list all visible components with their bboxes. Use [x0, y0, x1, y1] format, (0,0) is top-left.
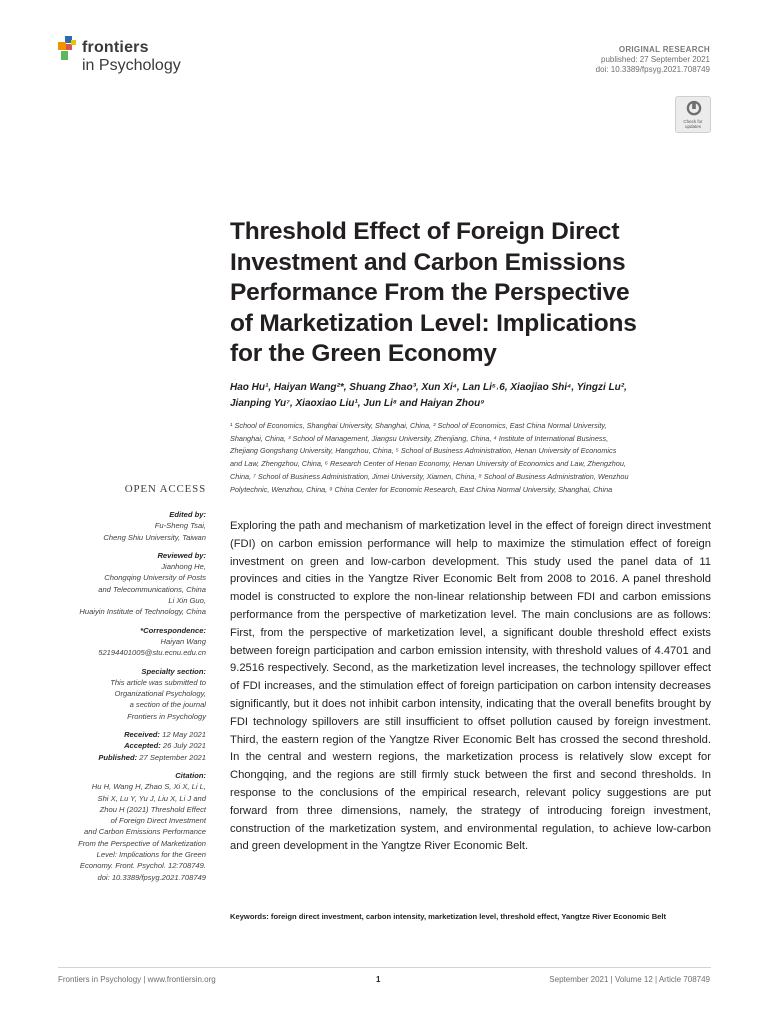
citation-line: Shi X, Lu Y, Yu J, Liu X, Li J and [97, 793, 206, 803]
author-line: Jianping Yu⁷, Xiaoxiao Liu¹, Jun Li⁸ and Haiyan Zhou⁹ [230, 398, 485, 409]
received-label: Received: [124, 730, 160, 740]
specialty-line: a section of the journal [129, 700, 206, 710]
affiliation-line: Shanghai, China, ³ School of Management, Jiangsu University, Zhenjiang, China, ⁴ Institute of International Business, [230, 433, 609, 443]
affiliation-line: and Law, Zhengzhou, China, ⁶ Research Center of Henan Economy, Henan University of Economics and Law, Zhengzhou, [230, 459, 626, 469]
editor-line: Fu-Sheng Tsai, [154, 521, 206, 531]
accepted-value: 26 July 2021 [162, 741, 206, 751]
citation-line: of Foreign Direct Investment [110, 816, 206, 826]
citation-line: From the Perspective of Marketization [78, 838, 206, 848]
citation-line: Economy. Front. Psychol. 12:708749. [79, 861, 206, 871]
keywords: Keywords: foreign direct investment, carbon intensity, marketization level, threshold effect, Yangtze River Economic Belt [230, 912, 667, 921]
reviewed-by-label: Reviewed by: [157, 550, 206, 560]
published-date: published: 27 September 2021 [601, 55, 710, 64]
check-updates-icon [676, 99, 712, 119]
citation-line: Hu H, Wang H, Zhao S, Xi X, Li L, [91, 782, 206, 792]
article-doi[interactable]: doi: 10.3389/fpsyg.2021.708749 [595, 65, 710, 74]
specialty-line: Frontiers in Psychology [127, 711, 206, 721]
citation-line: Zhou H (2021) Threshold Effect [99, 804, 206, 814]
specialty-line: This article was submitted to [110, 677, 206, 687]
affiliations [230, 420, 710, 496]
footer-journal-link[interactable]: Frontiers in Psychology | www.frontiersin.org [58, 975, 216, 984]
frontiers-logo-icon [58, 36, 80, 62]
citation-line: and Carbon Emissions Performance [84, 827, 206, 837]
reviewer-line: Jianhong He, [161, 562, 206, 572]
published-date-side [50, 752, 206, 763]
accepted-label: Accepted: [124, 741, 161, 751]
affiliation-line: Polytechnic, Wenzhou, China, ⁹ China Center for Economic Research, East China Normal University, Shanghai, China [230, 484, 613, 494]
article-sidebar [50, 509, 206, 883]
author-line: Hao Hu¹, Haiyan Wang²*, Shuang Zhao³, Xun Xi⁴, Lan Li⁵˒6, Xiaojiao Shi⁴, Yingzi Lu², [230, 382, 627, 393]
reviewer-line: Huaiyin Institute of Technology, China [79, 607, 206, 617]
article-type: ORIGINAL RESEARCH [618, 45, 710, 54]
citation-label: Citation: [175, 770, 206, 780]
edited-by-label: Edited by: [169, 510, 206, 519]
specialty-section-label: Specialty section: [141, 666, 206, 676]
page-number: 1 [376, 975, 381, 984]
received-date [50, 729, 206, 740]
title-line: for the Green Economy [230, 340, 497, 367]
affiliation-line: ¹ School of Economics, Shanghai University, Shanghai, China, ² School of Economics, East China Normal University, [230, 421, 607, 430]
author-list [230, 380, 710, 412]
affiliation-line: China, ⁷ School of Business Administration, Jimei University, Xiamen, China, ⁸ School of Business Administration, Wenzhou [230, 471, 629, 481]
logo-text-journal: in Psychology [82, 57, 181, 74]
check-updates-line2: updates [684, 124, 701, 129]
title-line: Investment and Carbon Emissions [230, 248, 626, 276]
reviewer-line: Li Xin Guo, [168, 596, 206, 606]
published-label: Published: [98, 752, 138, 762]
citation-doi-link[interactable]: doi: 10.3389/fpsyg.2021.708749 [97, 872, 206, 882]
correspondence-name: Haiyan Wang [160, 636, 206, 646]
citation-line: Level: Implications for the Green [96, 850, 206, 860]
title-line: Threshold Effect of Foreign Direct [230, 218, 620, 245]
abstract-text: Exploring the path and mechanism of marketization level in the effect of foreign direct investment (FDI) on carbon emission performance will help to maximize the stimulation effect of foreign investment on green and low-carbon development. This study used the panel data of 11 provinces and cities in the Yangtze River Economic Belt from 2008 to 2016. A panel threshold model is constructed to explore the non-linear relationship between FDI and carbon emissions performance from the perspective of marketization level. The main conclusions are as follows: First, from the perspective of marketization level, a significant double threshold effect exists between foreign participation and carbon emission intensity, with threshold values of 4.4701 and 9.2516 respectively. Second, as the marketization level increases, the technology spillover effect of FDI increases, and the stimulation effect of foreign participation on carbon intensity decreases significantly, but it does not inhibit carbon intensity, indicating that the overall benefits brought by FDI technology spillovers are still insufficient to offset pollution caused by foreign investment. Third, the eastern region of the Yangtze River Economic Belt has crossed the second threshold. In the central and western regions, the marketization process is relatively slow except for Chongqing, and the regions are still firmly stuck between the first and second thresholds. In response to the conclusions of the empirical research, relevant policy suggestions are put forward from three dimensions, namely, the strategy of introducing foreign investment, construction of the marketization system, and environmental regulation, to achieve low-carbon and green development in the Yangtze River Economic Belt. [230, 520, 711, 853]
check-updates-label [676, 119, 710, 129]
specialty-line: Organizational Psychology, [114, 689, 206, 699]
check-updates-line1: Check for [683, 119, 703, 124]
reviewer-line: and Telecommunications, China [98, 584, 206, 594]
title-line: of Marketization Level: Implications [230, 309, 637, 337]
check-for-updates-button[interactable] [675, 96, 711, 133]
editor-line: Cheng Shiu University, Taiwan [103, 532, 206, 542]
footer-divider [58, 967, 711, 968]
logo-text-frontiers: frontiers [82, 39, 149, 56]
journal-logo[interactable] [58, 34, 218, 82]
title-line: Performance From the Perspective [230, 279, 630, 306]
open-access-label: OPEN ACCESS [124, 483, 206, 495]
article-meta-header [596, 45, 710, 75]
received-value: 12 May 2021 [162, 730, 206, 740]
article-title [230, 217, 710, 370]
published-value: 27 September 2021 [139, 752, 206, 762]
reviewer-line: Chongqing University of Posts [104, 573, 206, 583]
affiliation-line: Zhejiang Gongshang University, Hangzhou, China, ⁵ School of Business Administration, Henan University of Economics [230, 446, 617, 456]
accepted-date [50, 740, 206, 751]
footer-issue-info: September 2021 | Volume 12 | Article 708749 [549, 975, 710, 984]
correspondence-email-link[interactable]: 52194401005@stu.ecnu.edu.cn [98, 648, 206, 658]
correspondence-label: *Correspondence: [140, 625, 206, 635]
